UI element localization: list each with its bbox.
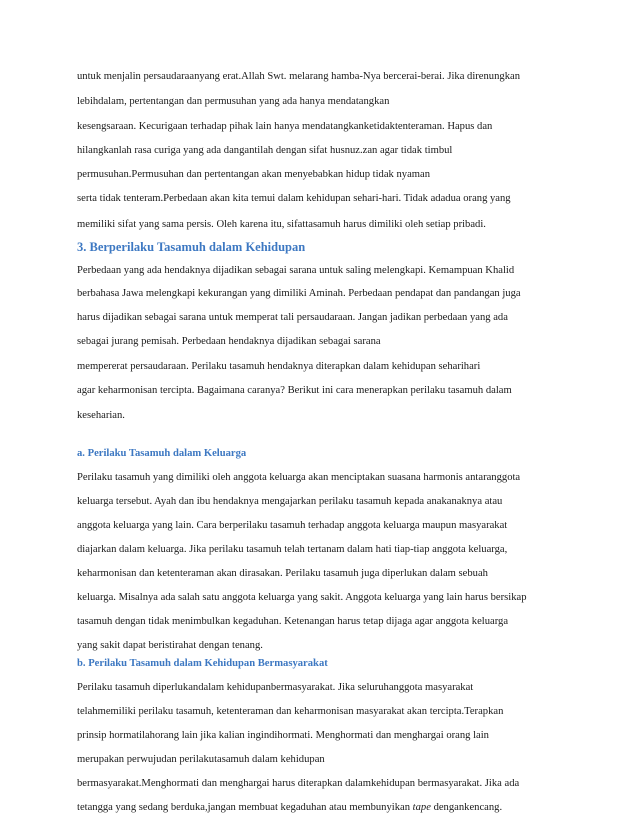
paragraph-line: Perilaku tasamuh diperlukandalam kehidupanbermasyarakat. Jika seluruhanggota masyarakat: [77, 682, 474, 693]
paragraph-line: Perbedaan yang ada hendaknya dijadikan sebagai sarana untuk saling melengkapi. Kemampuan Khalid: [77, 265, 515, 276]
paragraph-line: berbahasa Jawa melengkapi kekurangan yang dimiliki Aminah. Perbedaan pendapat dan pandangan juga: [77, 288, 521, 299]
paragraph-line: untuk menjalin persaudaraanyang erat.Allah Swt. melarang hamba-Nya bercerai-berai. Jika direnungkan: [77, 71, 520, 82]
paragraph-line: kesengsaraan. Kecurigaan terhadap pihak lain hanya mendatangkanketidaktenteraman. Hapus dan: [77, 121, 493, 132]
section-heading: 3. Berperilaku Tasamuh dalam Kehidupan: [77, 240, 306, 254]
paragraph-line: keluarga tersebut. Ayah dan ibu hendaknya mengajarkan perilaku tasamuh kepada anakanaknya atau: [77, 496, 503, 507]
paragraph-line: telahmemiliki perilaku tasamuh, ketenteraman dan keharmonisan masyarakat akan tercipta.Terapkan: [77, 706, 504, 717]
paragraph-line: bermasyarakat.Menghormati dan menghargai harus diterapkan dalamkehidupan bermasyarakat. Jika ada: [77, 778, 520, 789]
paragraph-line: lebihdalam, pertentangan dan permusuhan yang ada hanya mendatangkan: [77, 96, 390, 107]
paragraph-line: sebagai jurang pemisah. Perbedaan hendaknya dijadikan sebagai sarana: [77, 336, 381, 347]
paragraph-line: tasamuh dengan tidak menimbulkan kegaduhan. Ketenangan harus tetap dijaga agar anggota keluarga: [77, 616, 509, 627]
paragraph-line: keseharian.: [77, 410, 125, 421]
paragraph-line: Perilaku tasamuh yang dimiliki oleh anggota keluarga akan menciptakan suasana harmonis antaranggota: [77, 472, 521, 483]
italic-word: tape: [412, 802, 431, 813]
paragraph-line: permusuhan.Permusuhan dan pertentangan akan menyebabkan hidup tidak nyaman: [77, 169, 431, 180]
paragraph-line: keharmonisan dan ketenteraman akan dirasakan. Perilaku tasamuh juga diperlukan dalam sebuah: [77, 568, 488, 579]
paragraph-line: diajarkan dalam keluarga. Jika perilaku tasamuh telah tertanam dalam hati tiap-tiap anggota keluarga,: [77, 544, 508, 555]
paragraph-line: keluarga. Misalnya ada salah satu anggota keluarga yang sakit. Anggota keluarga yang lain harus bersikap: [77, 592, 527, 603]
paragraph-line: [77, 801, 502, 815]
subsection-heading: a. Perilaku Tasamuh dalam Keluarga: [77, 448, 247, 459]
line-text: dengankencang.: [433, 802, 503, 813]
paragraph-line: memiliki sifat yang sama persis. Oleh karena itu, sifattasamuh harus dimiliki oleh setiap pribadi.: [77, 219, 486, 230]
paragraph-line: mempererat persaudaraan. Perilaku tasamuh hendaknya diterapkan dalam kehidupan seharihari: [77, 361, 481, 372]
paragraph-line: harus dijadikan sebagai sarana untuk memperat tali persaudaraan. Jangan jadikan perbedaan yang ada: [77, 312, 508, 323]
line-text: tetangga yang sedang berduka,jangan membuat kegaduhan atau membunyikan: [77, 802, 410, 813]
paragraph-line: hilangkanlah rasa curiga yang ada dangantilah dengan sifat husnuz.zan agar tidak timbul: [77, 145, 453, 156]
paragraph-line: agar keharmonisan tercipta. Bagaimana caranya? Berikut ini cara menerapkan perilaku tasamuh dalam: [77, 385, 512, 396]
paragraph-line: prinsip hormatilahorang lain jika kalian ingindihormati. Menghormati dan menghargai orang lain: [77, 730, 489, 741]
paragraph-line: anggota keluarga yang lain. Cara berperilaku tasamuh terhadap anggota keluarga maupun masyarakat: [77, 520, 508, 531]
subsection-heading: b. Perilaku Tasamuh dalam Kehidupan Bermasyarakat: [77, 658, 328, 669]
paragraph-line: yang sakit dapat beristirahat dengan tenang.: [77, 640, 263, 651]
paragraph-line: merupakan perwujudan perilakutasamuh dalam kehidupan: [77, 754, 325, 765]
paragraph-line: serta tidak tenteram.Perbedaan akan kita temui dalam kehidupan sehari-hari. Tidak adadua orang yang: [77, 193, 511, 204]
